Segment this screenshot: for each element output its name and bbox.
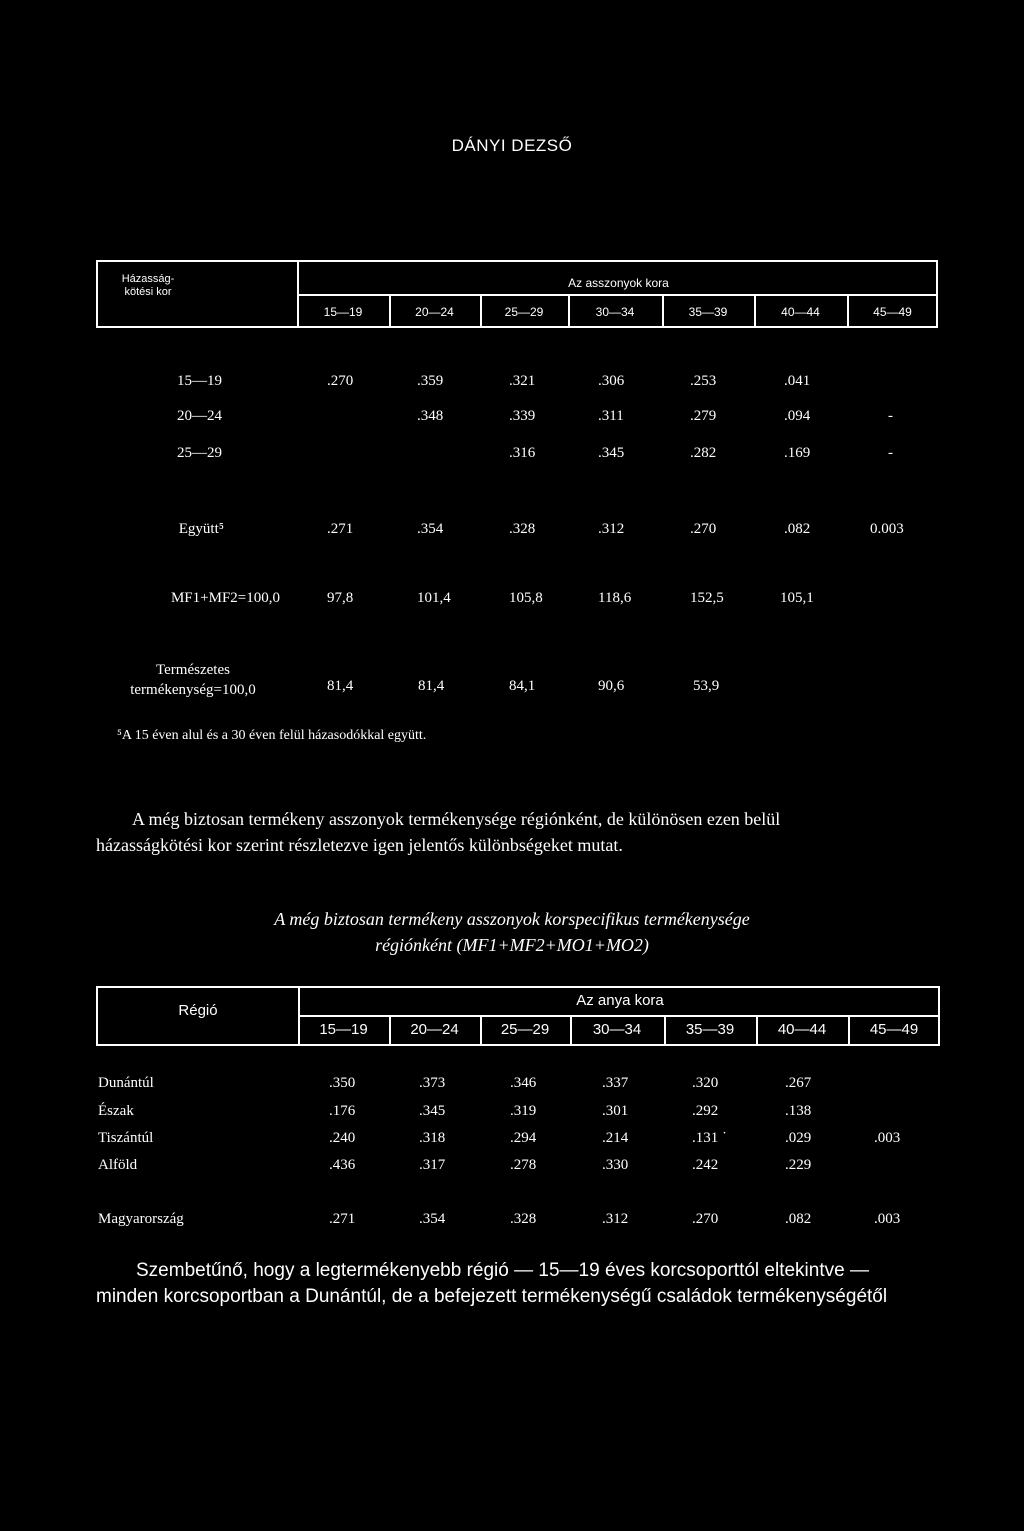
table2-total-cell: .312: [602, 1211, 629, 1227]
table1-cell: .359: [417, 373, 444, 389]
table2-col-header: 35—39: [685, 1021, 735, 1038]
table2-total-cell: .271: [329, 1211, 356, 1227]
table1-cell: 152,5: [690, 590, 724, 606]
table1-row-label-natural: Természetes termékenység=100,0: [130, 662, 256, 698]
table2-cell: .138: [785, 1103, 812, 1119]
table2-col-header: 40—44: [777, 1021, 827, 1038]
table1-cell: .311: [598, 408, 624, 424]
table2-col-header: 45—49: [869, 1021, 919, 1038]
table1-col-header: 15—19: [323, 305, 363, 319]
table2-cell: .320: [692, 1075, 719, 1091]
table1-cell: .306: [598, 373, 625, 389]
table1-col-header: 45—49: [873, 305, 912, 319]
table1-cell: .279: [690, 408, 717, 424]
paragraph-1: A még biztosan termékeny asszonyok termékenysége régiónként, de különösen ezen belül házasságkötési kor szerint részletezve igen jelentős különbségeket mutat.: [96, 809, 781, 855]
table1-cell: .094: [784, 408, 811, 424]
table2-col-header: 15—19: [319, 1021, 368, 1038]
table1-cell: 97,8: [327, 590, 354, 606]
table1-cell: .321: [509, 373, 536, 389]
table2-col-header: 20—24: [410, 1021, 459, 1038]
table2-cell: .317: [419, 1157, 446, 1173]
table1-footnote: ⁵A 15 éven alul és a 30 éven felül házasodókkal együtt.: [117, 728, 427, 743]
table1-cell: 105,8: [509, 590, 543, 606]
table1-cell: .271: [327, 521, 354, 537]
table1-cell: 53,9: [693, 678, 720, 694]
table1-cell: 101,4: [417, 590, 451, 606]
table1-cell: 0.003: [870, 521, 904, 537]
table2-total-label: Magyarország: [98, 1211, 184, 1227]
table2-cell: .292: [692, 1103, 719, 1119]
table1-cell: 118,6: [598, 590, 632, 606]
table1-cell: .345: [598, 445, 625, 461]
table1-cell: -: [888, 445, 893, 461]
table1-col-header: 40—44: [781, 305, 820, 319]
table1-col-header: 30—34: [595, 305, 635, 319]
table2-cell: .278: [510, 1157, 537, 1173]
table1-row-header: Házasság- kötési kor: [121, 273, 175, 298]
table1-row-label: MF1+MF2=100,0: [170, 590, 280, 606]
table1-cell: .348: [417, 408, 444, 424]
table1-cell: 90,6: [598, 678, 625, 694]
table1-cell: .041: [784, 373, 811, 389]
table1-cell: 81,4: [418, 678, 445, 694]
table2-total-cell: .270: [692, 1211, 719, 1227]
table1-row-label: Együtt⁵: [178, 521, 224, 537]
table2-cell: .267: [785, 1075, 812, 1091]
table2-total-cell: .354: [419, 1211, 446, 1227]
table2-col-header: 25—29: [500, 1021, 550, 1038]
table2-caption: A még biztosan termékeny asszonyok korspecifikus termékenysége régiónként (MF1+MF2+MO1+MO2): [274, 909, 750, 955]
table2-total-cell: .082: [785, 1211, 812, 1227]
table2-cell: .346: [510, 1075, 537, 1091]
table2-cell: .229: [785, 1157, 812, 1173]
table1-cell: .082: [784, 521, 811, 537]
table1-col-header: 25—29: [504, 305, 544, 319]
table2-total-cell: .003: [874, 1211, 901, 1227]
table1-group-header: Az asszonyok kora: [568, 276, 669, 290]
table1-col-header: 35—39: [688, 305, 728, 319]
table2-row-label: Dunántúl: [98, 1075, 154, 1091]
table1-cell: .312: [598, 521, 625, 537]
table2-row-label: Észak: [98, 1103, 134, 1119]
table1-cell: .339: [509, 408, 536, 424]
table1-cell: 81,4: [327, 678, 354, 694]
table2-cell: .350: [329, 1075, 356, 1091]
table1-cell: .270: [327, 373, 354, 389]
table2-cell: .029: [785, 1130, 812, 1146]
table1-cell: .270: [690, 521, 717, 537]
table2-col-header: 30—34: [592, 1021, 642, 1038]
table2-cell: .240: [329, 1130, 356, 1146]
table2-cell: .330: [602, 1157, 629, 1173]
table2-cell: .176: [329, 1103, 356, 1119]
table1-col-header: 20—24: [415, 305, 454, 319]
table2-cell: .436: [329, 1157, 356, 1173]
table2-cell: .214: [602, 1130, 629, 1146]
table1-cell: -: [888, 408, 893, 424]
table2-group-header: Az anya kora: [576, 992, 664, 1009]
table1-row-label: 25—29: [177, 445, 222, 461]
table1-cell: .328: [509, 521, 536, 537]
table1-cell: .354: [417, 521, 444, 537]
table2-cell: .294: [510, 1130, 537, 1146]
table1-cell: .282: [690, 445, 717, 461]
table1-cell: 105,1: [780, 590, 814, 606]
table2-cell: .319: [510, 1103, 537, 1119]
page-header: DÁNYI DEZSŐ: [451, 136, 573, 155]
table2-cell: .301: [602, 1103, 629, 1119]
table2-cell: .337: [602, 1075, 629, 1091]
table2-cell: .003: [874, 1130, 901, 1146]
table2-cell: .131 ˙: [692, 1130, 727, 1146]
table1-row-label: 20—24: [177, 408, 222, 424]
table2-cell: .345: [419, 1103, 446, 1119]
table2-cell: .318: [419, 1130, 446, 1146]
table1-cell: .169: [784, 445, 811, 461]
table2-row-label: Tiszántúl: [98, 1130, 154, 1146]
table2-cell: .242: [692, 1157, 719, 1173]
table2-total-cell: .328: [510, 1211, 537, 1227]
paragraph-2: Szembetűnő, hogy a legtermékenyebb régió — 15—19 éves korcsoporttól eltekintve — minden korcsoportban a Dunántúl, de a befejezett termékenységű családok termékenységétől: [96, 1260, 888, 1307]
table2-row-header: Régió: [178, 1002, 218, 1019]
table1-cell: .253: [690, 373, 717, 389]
table2-row-label: Alföld: [98, 1157, 138, 1173]
table1-cell: 84,1: [509, 678, 536, 694]
table1-cell: .316: [509, 445, 536, 461]
table2-cell: .373: [419, 1075, 446, 1091]
table1-row-label: 15—19: [177, 373, 222, 389]
